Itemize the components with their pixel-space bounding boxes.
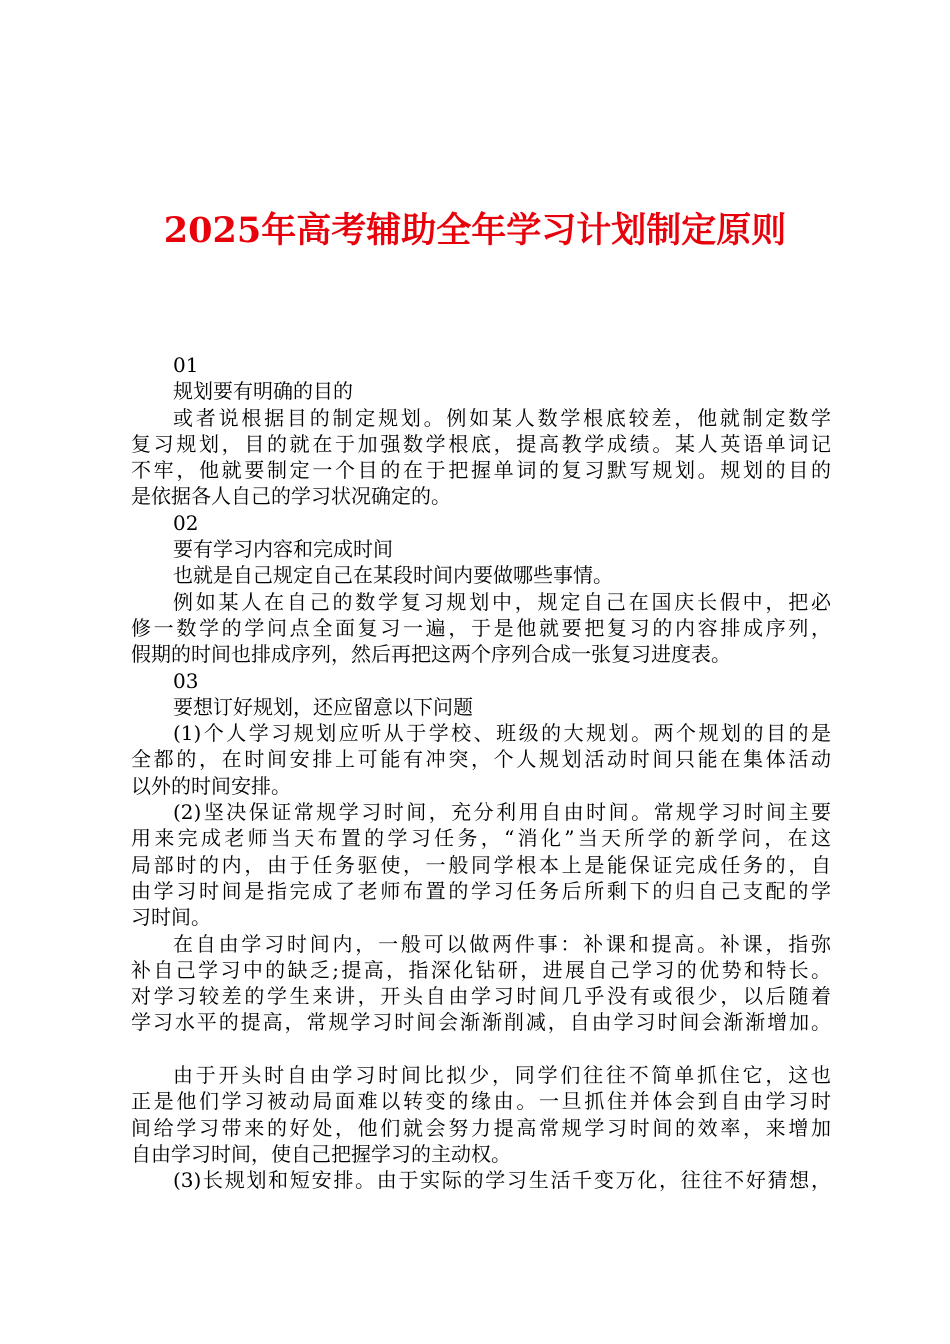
section-number: 01 [173,353,199,377]
section-number: 02 [173,510,199,535]
paragraph-line: 以外的时间安排。 [131,773,291,798]
paragraph-line: 在自由学习时间内，一般可以做两件事：补课和提高。补课，指弥 [173,931,831,956]
paragraph-line: 修一数学的学问点全面复习一遍，于是他就要把复习的内容排成序列， [131,615,831,640]
document-title: 2025年高考辅助全年学习计划制定原则 [163,210,787,251]
paragraph-line: 不牢，他就要制定一个目的在于把握单词的复习默写规划。规划的目的 [131,458,831,483]
paragraph-line: 例如某人在自己的数学复习规划中，规定自己在国庆长假中，把必 [173,589,831,614]
paragraph-line: (2)坚决保证常规学习时间，充分利用自由时间。常规学习时间主要 [173,800,831,825]
paragraph-line: 正是他们学习被动局面难以转变的缘由。一旦抓住并体会到自由学习时 [131,1089,831,1114]
paragraph-line: 是依据各人自己的学习状况确定的。 [131,484,451,509]
section-number: 03 [173,668,199,693]
paragraph-line: 习时间。 [131,905,211,930]
paragraph-line: 由学习时间是指完成了老师布置的学习任务后所剩下的归自己支配的学 [131,878,831,903]
paragraph-line: 由于开头时自由学习时间比拟少，同学们往往不简单抓住它，这也 [173,1063,831,1088]
paragraph-line: 补自己学习中的缺乏;提高，指深化钻研，进展自己学习的优势和特长。 [131,957,831,982]
paragraph-line: 假期的时间也排成序列，然后再把这两个序列合成一张复习进度表。 [131,642,731,667]
paragraph-line: (1)个人学习规划应听从于学校、班级的大规划。两个规划的目的是 [173,721,831,746]
document-body [131,352,831,1194]
paragraph-line: 局部时的内，由于任务驱使，一般同学根本上是能保证完成任务的，自 [131,852,831,877]
paragraph-line: 也就是自己规定自己在某段时间内要做哪些事情。 [173,563,613,588]
paragraph-line: 全都的，在时间安排上可能有冲突，个人规划活动时间只能在集体活动 [131,747,831,772]
paragraph-line: 对学习较差的学生来讲，开头自由学习时间几乎没有或很少，以后随着 [131,984,831,1009]
section-heading: 要有学习内容和完成时间 [173,537,393,562]
blank-line [131,1036,831,1062]
paragraph-line: (3)长规划和短安排。由于实际的学习生活千变万化，往往不好猜想， [173,1168,831,1193]
paragraph-line: 复习规划，目的就在于加强数学根底，提高教学成绩。某人英语单词记 [131,431,831,456]
paragraph-line: 自由学习时间，使自己把握学习的主动权。 [131,1141,511,1166]
section-heading: 规划要有明确的目的 [173,379,353,404]
paragraph-line: 间给学习带来的好处，他们就会努力提高常规学习时间的效率，来增加 [131,1115,831,1140]
paragraph-line: 或者说根据目的制定规划。例如某人数学根底较差，他就制定数学 [173,405,831,430]
paragraph-line: 用来完成老师当天布置的学习任务，“消化”当天所学的新学问，在这 [131,826,831,851]
paragraph-line: 学习水平的提高，常规学习时间会渐渐削减，自由学习时间会渐渐增加。 [131,1010,831,1035]
section-heading: 要想订好规划，还应留意以下问题 [173,694,473,719]
